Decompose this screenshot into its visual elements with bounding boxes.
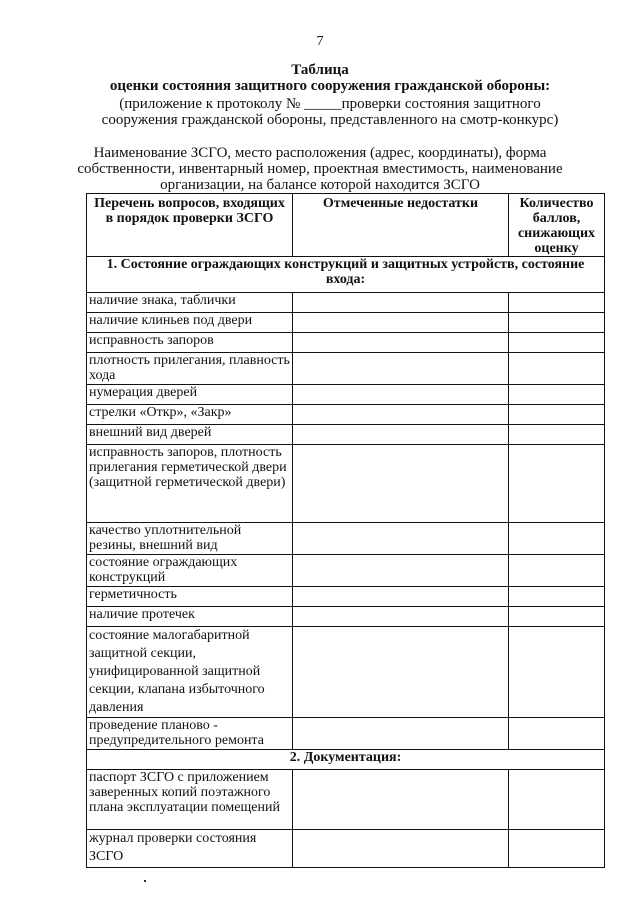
question-cell: качество уплотнительной резины, внешний вид — [87, 523, 293, 555]
question-cell: исправность запоров — [87, 333, 293, 353]
deficiency-cell[interactable] — [293, 405, 509, 425]
points-cell[interactable] — [509, 830, 605, 868]
question-cell: герметичность — [87, 587, 293, 607]
description-line3: организации, на балансе которой находится ЗСГО — [160, 177, 480, 193]
table-row — [87, 627, 605, 718]
points-cell[interactable] — [509, 353, 605, 385]
table-row — [87, 405, 605, 425]
deficiency-cell[interactable] — [293, 607, 509, 627]
description-line2: собственности, инвентарный номер, проектная вместимость, наименование — [77, 161, 563, 177]
scan-speck — [144, 880, 146, 882]
question-cell: исправность запоров, плотность прилегания герметической двери (защитной герметической двери) — [87, 445, 293, 523]
points-cell[interactable] — [509, 718, 605, 750]
question-cell: проведение планово - предупредительного ремонта — [87, 718, 293, 750]
table-row — [87, 555, 605, 587]
protocol-note-line2: сооружения гражданской обороны, представленного на смотр-конкурс) — [101, 112, 559, 128]
deficiency-cell[interactable] — [293, 445, 509, 523]
table-header-row — [87, 194, 605, 257]
deficiency-cell[interactable] — [293, 830, 509, 868]
header-points: Количество баллов, снижающих оценку — [509, 194, 605, 257]
question-cell: журнал проверки состояния ЗСГО — [87, 830, 293, 868]
points-cell[interactable] — [509, 425, 605, 445]
table-row — [87, 293, 605, 313]
question-cell: наличие клиньев под двери — [87, 313, 293, 333]
deficiency-cell[interactable] — [293, 587, 509, 607]
points-cell[interactable] — [509, 607, 605, 627]
table-row — [87, 587, 605, 607]
deficiency-cell[interactable] — [293, 523, 509, 555]
table-row — [87, 770, 605, 830]
question-cell: стрелки «Откр», «Закр» — [87, 405, 293, 425]
table-row — [87, 523, 605, 555]
section-title-2: 2. Документация: — [87, 750, 605, 770]
question-cell: состояние малогабаритной защитной секции, унифицированной защитной секции, клапана избыточного давления — [87, 627, 293, 718]
table-row — [87, 313, 605, 333]
question-cell: наличие знака, таблички — [87, 293, 293, 313]
deficiency-cell[interactable] — [293, 353, 509, 385]
header-deficiencies: Отмеченные недостатки — [293, 194, 509, 257]
points-cell[interactable] — [509, 523, 605, 555]
section-title-1: 1. Состояние ограждающих конструкций и защитных устройств, состояние входа: — [87, 257, 605, 293]
section-row — [87, 750, 605, 770]
points-cell[interactable] — [509, 587, 605, 607]
table-row — [87, 718, 605, 750]
deficiency-cell[interactable] — [293, 718, 509, 750]
points-cell[interactable] — [509, 405, 605, 425]
deficiency-cell[interactable] — [293, 333, 509, 353]
deficiency-cell[interactable] — [293, 627, 509, 718]
points-cell[interactable] — [509, 333, 605, 353]
deficiency-cell[interactable] — [293, 313, 509, 333]
table-title: Таблица — [291, 62, 349, 78]
table-row — [87, 445, 605, 523]
table-row — [87, 425, 605, 445]
deficiency-cell[interactable] — [293, 293, 509, 313]
deficiency-cell[interactable] — [293, 555, 509, 587]
table-row — [87, 607, 605, 627]
assessment-table — [86, 193, 605, 868]
points-cell[interactable] — [509, 293, 605, 313]
table-row — [87, 830, 605, 868]
deficiency-cell[interactable] — [293, 425, 509, 445]
header-questions: Перечень вопросов, входящих в порядок проверки ЗСГО — [87, 194, 293, 257]
section-row — [87, 257, 605, 293]
question-cell: плотность прилегания, плавность хода — [87, 353, 293, 385]
points-cell[interactable] — [509, 555, 605, 587]
points-cell[interactable] — [509, 770, 605, 830]
question-cell: нумерация дверей — [87, 385, 293, 405]
points-cell[interactable] — [509, 313, 605, 333]
description-line1: Наименование ЗСГО, место расположения (адрес, координаты), форма — [93, 145, 547, 161]
question-cell: наличие протечек — [87, 607, 293, 627]
protocol-note-line1: (приложение к протоколу № _____проверки состояния защитного — [119, 96, 541, 112]
question-cell: состояние ограждающих конструкций — [87, 555, 293, 587]
table-subtitle: оценки состояния защитного сооружения гражданской обороны: — [109, 78, 551, 94]
table-row — [87, 333, 605, 353]
deficiency-cell[interactable] — [293, 385, 509, 405]
table-row — [87, 385, 605, 405]
table-row — [87, 353, 605, 385]
page-number: 7 — [316, 34, 324, 49]
points-cell[interactable] — [509, 627, 605, 718]
deficiency-cell[interactable] — [293, 770, 509, 830]
question-cell: внешний вид дверей — [87, 425, 293, 445]
question-cell: паспорт ЗСГО с приложением заверенных копий поэтажного плана эксплуатации помещений — [87, 770, 293, 830]
points-cell[interactable] — [509, 385, 605, 405]
points-cell[interactable] — [509, 445, 605, 523]
